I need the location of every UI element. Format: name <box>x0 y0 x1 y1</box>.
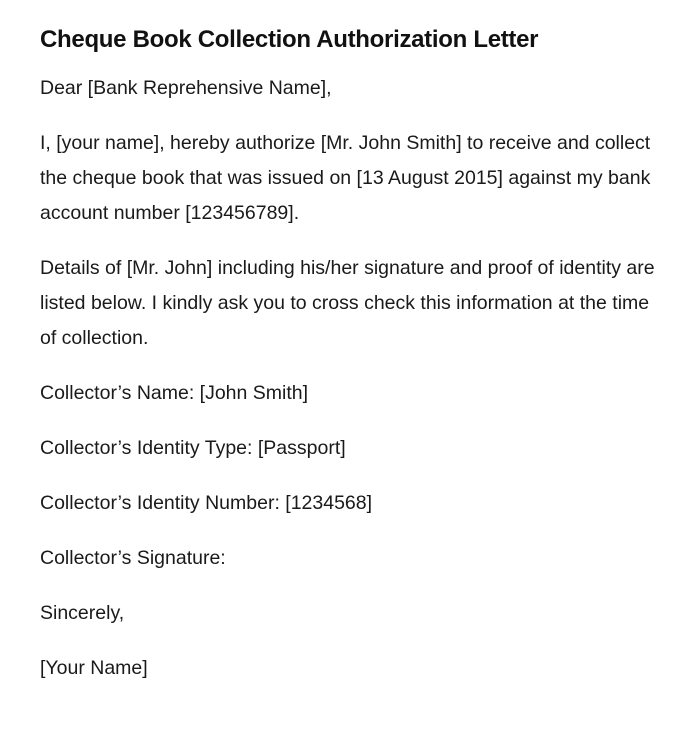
closing: Sincerely, <box>40 602 125 624</box>
letter-document <box>40 22 660 706</box>
collector-name-line: Collector’s Name: [John Smith] <box>40 382 309 404</box>
details-paragraph: Details of [Mr. John] including his/her signature and proof of identity are listed below. I kindly ask you to cross check this information at the time of collection. <box>40 257 655 349</box>
authorization-paragraph: I, [your name], hereby authorize [Mr. John Smith] to receive and collect the cheque book that was issued on [13 August 2015] against my bank account number [123456789]. <box>40 132 651 224</box>
signoff-name: [Your Name] <box>40 657 148 679</box>
collector-signature-line: Collector’s Signature: <box>40 547 226 569</box>
collector-identity-number-line: Collector’s Identity Number: [1234568] <box>40 492 373 514</box>
collector-identity-type-line: Collector’s Identity Type: [Passport] <box>40 437 346 459</box>
salutation: Dear [Bank Reprehensive Name], <box>40 77 332 99</box>
letter-title: Cheque Book Collection Authorization Letter <box>40 26 539 53</box>
